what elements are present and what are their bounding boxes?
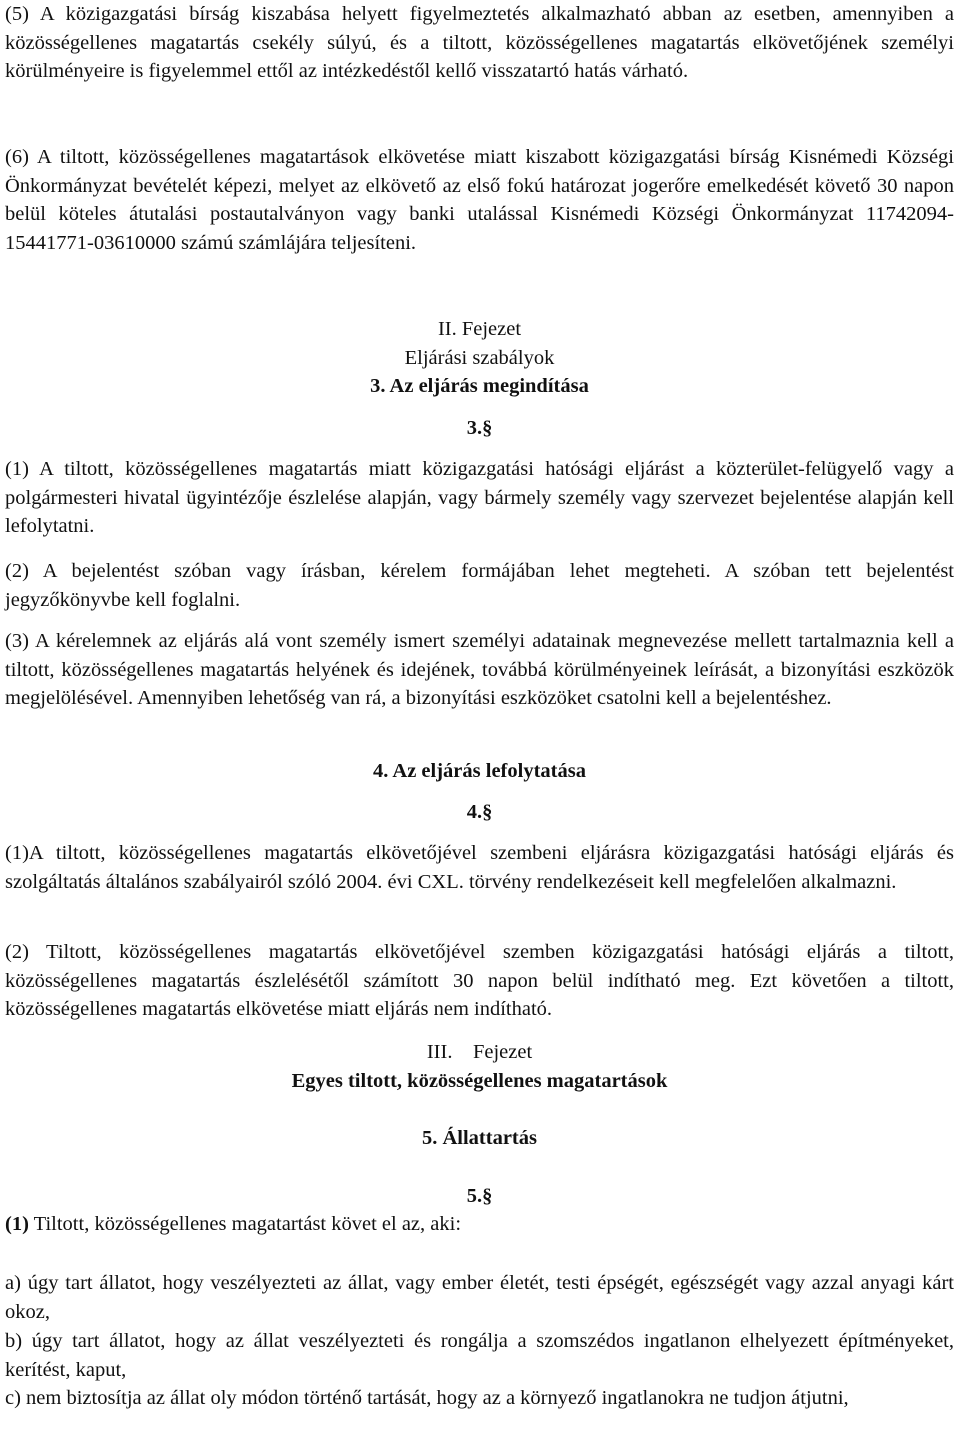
section-4-paragraph-2: (2) Tiltott, közösségellenes magatartás elkövetőjével szemben közigazgatási hatósági eljárás a tiltott, közösségellenes magatartás észlelésétől számított 30 napon belül indítható meg. Ezt követően a tiltott, közösségellenes magatartás elkövetése miatt eljárás nem indítható. bbox=[5, 941, 954, 1021]
section-5-intro bbox=[5, 1210, 954, 1239]
paragraph-5: (5) A közigazgatási bírság kiszabása helyett figyelmeztetés alkalmazható abban az esetben, amennyiben a közösségellenes magatartás csekély súlyú, és a tiltott, közösségellenes magatartás elkövetőjének személyi körülményeire is figyelemmel ettől az intézkedéstől kellő visszatartó hatás várható. bbox=[5, 3, 954, 83]
section-5-heading: 5. Állattartás bbox=[421, 1127, 537, 1149]
section-5-mark: 5.§ bbox=[466, 1185, 493, 1207]
section-5-item-b: b) úgy tart állatot, hogy az állat veszélyezteti és rongálja a szomszédos ingatlanon elhelyezett építményeket, kerítést, kaput, bbox=[5, 1330, 954, 1381]
section-5-item-c: c) nem biztosítja az állat oly módon történő tartását, hogy az a környező ingatlanokra ne tudjon átjutni, bbox=[5, 1387, 849, 1409]
chapter-2-word: Fejezet bbox=[461, 318, 522, 340]
chapter-3-title: Egyes tiltott, közösségellenes magatartások bbox=[291, 1070, 668, 1092]
chapter-3-number: III. bbox=[426, 1041, 453, 1063]
chapter-2-number: II. bbox=[437, 318, 457, 340]
section-3-heading: 3. Az eljárás megindítása bbox=[370, 375, 589, 397]
section-4-paragraph-1: (1)A tiltott, közösségellenes magatartás elkövetőjével szembeni eljárásra közigazgatási hatósági eljárás és szolgáltatás általános szabályairól szóló 2004. évi CXL. törvény rendelkezéseit kell megfelelően alkalmazni. bbox=[5, 842, 954, 893]
section-3-paragraph-3: (3) A kérelemnek az eljárás alá vont személy ismert személyi adatainak megnevezése mellett tartalmaznia kell a tiltott, közösségellenes magatartás helyének és idejének, továbbá körülményeinek leírását, a bizonyítási eszközök megjelölésével. Amennyiben lehetőség van rá, a bizonyítási eszközöket csatolni kell a bejelentéshez. bbox=[5, 630, 954, 710]
chapter-3-word: Fejezet bbox=[472, 1041, 533, 1063]
chapter-2-title: Eljárási szabályok bbox=[404, 347, 555, 369]
section-3-mark: 3.§ bbox=[466, 417, 493, 439]
chapter-2-label bbox=[5, 315, 954, 344]
section-5-intro-text: Tiltott, közösségellenes magatartást követ el az, aki: bbox=[28, 1213, 462, 1235]
section-3-paragraph-2: (2) A bejelentést szóban vagy írásban, kérelem formájában lehet megteheti. A szóban tett bejelentést jegyzőkönyvbe kell foglalni. bbox=[5, 560, 954, 611]
chapter-3-label bbox=[5, 1038, 954, 1067]
section-5-item-a: a) úgy tart állatot, hogy veszélyezteti az állat, vagy ember életét, testi épségét, egészségét vagy azzal anyagi kárt okoz, bbox=[5, 1272, 954, 1323]
section-4-mark: 4.§ bbox=[466, 801, 493, 823]
paragraph-6: (6) A tiltott, közösségellenes magatartások elkövetése miatt kiszabott közigazgatási bírság Kisnémedi Községi Önkormányzat bevételét képezi, melyet az elkövető az első fokú határozat jogerőre emelkedését követő 30 napon belül köteles átutalási postautalványon vagy banki utalással Kisnémedi Községi Önkormányzat 11742094-15441771-03610000 számú számlájára teljesíteni. bbox=[5, 146, 954, 254]
section-4-heading: 4. Az eljárás lefolytatása bbox=[373, 760, 586, 782]
section-3-paragraph-1: (1) A tiltott, közösségellenes magatartás miatt közigazgatási hatósági eljárást a közterület-felügyelő vagy a polgármesteri hivatal ügyintézője észlelése alapján, vagy bármely személy vagy szervezet bejelentése alapján kell lefolytatni. bbox=[5, 458, 954, 538]
section-5-intro-number: (1) bbox=[5, 1213, 29, 1235]
